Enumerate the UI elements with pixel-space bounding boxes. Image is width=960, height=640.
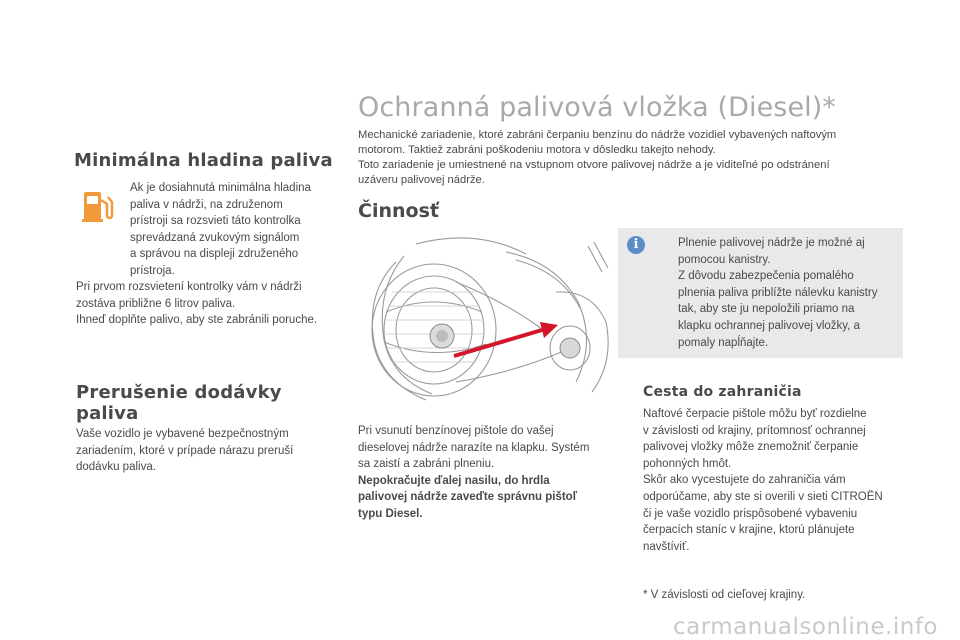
cutoff-line: dodávku paliva.	[76, 461, 156, 474]
operation-line: Pri vsunutí benzínovej pištole do vašej	[358, 425, 554, 437]
operation-line: dieselovej nádrže narazíte na klapku. Systém	[358, 441, 590, 454]
footnote: * V závislosti od cieľovej krajiny.	[643, 589, 806, 601]
min-level-follow-line: zostáva približne 6 litrov paliva.	[76, 297, 236, 310]
cutoff-heading	[76, 382, 282, 424]
abroad-line: v závislosti od krajiny, prítomnosť ochrannej	[643, 424, 866, 437]
min-level-follow-line: Ihneď doplňte palivo, aby ste zabránili poruche.	[76, 314, 318, 327]
cutoff-line: zariadením, ktoré v prípade nárazu preruší	[76, 444, 294, 457]
cutoff-heading-line: Prerušenie dodávky	[76, 382, 282, 403]
info-line: plnenia paliva priblížte nálevku kanistry	[678, 286, 878, 299]
info-line: tak, aby ste ju nepoložili priamo na	[678, 303, 855, 316]
abroad-heading: Cesta do zahraničia	[643, 384, 802, 400]
min-level-line: Ak je dosiahnutá minimálna hladina	[130, 182, 311, 194]
intro-text	[358, 128, 918, 188]
intro-line: Mechanické zariadenie, ktoré zabráni čerpaniu benzínu do nádrže vozidiel vybavených naftovým	[358, 129, 837, 141]
min-level-line: paliva v nádrži, na združenom	[130, 198, 283, 211]
info-icon: i	[627, 236, 645, 254]
min-level-heading: Minimálna hladina paliva	[74, 150, 333, 171]
operation-line: sa zaistí a zabráni plneniu.	[358, 458, 495, 471]
fuel-filler-illustration	[356, 232, 618, 408]
info-line: pomaly napĺňajte.	[678, 336, 769, 349]
info-line: pomocou kanistry.	[678, 253, 771, 266]
min-level-follow-line: Pri prvom rozsvietení kontrolky vám v nádrži	[76, 281, 302, 293]
min-level-line: prístroja.	[130, 264, 175, 277]
operation-warning-line: palivovej nádrže zaveďte správnu pištoľ	[358, 491, 578, 504]
info-line: klapku ochrannej palivovej vložky, a	[678, 319, 860, 332]
info-line: Z dôvodu zabezpečenia pomalého	[678, 270, 854, 283]
intro-line: motorom. Taktiež zabráni poškodeniu motora v dôsledku takejto nehody.	[358, 144, 716, 156]
abroad-line: či je vaše vozidlo prispôsobené vybaveniu	[643, 507, 858, 520]
operation-warning-line: typu Diesel.	[358, 507, 423, 520]
min-level-line: sprevádzaná zvukovým signálom	[130, 231, 300, 244]
watermark: carmanualsonline.info	[672, 614, 938, 640]
operation-warning-line: Nepokračujte ďalej nasilu, do hrdla	[358, 474, 550, 487]
intro-line: Toto zariadenie je umiestnené na vstupnom otvore palivovej nádrže a je viditeľné po odstránení	[358, 159, 830, 171]
info-box	[618, 228, 903, 358]
abroad-line: Skôr ako vycestujete do zahraničia vám	[643, 474, 846, 487]
cutoff-line: Vaše vozidlo je vybavené bezpečnostným	[76, 428, 289, 440]
min-level-text	[130, 180, 330, 280]
min-level-line: prístroji sa rozsvieti táto kontrolka	[130, 215, 301, 228]
fuel-pump-icon	[80, 186, 116, 226]
abroad-line: čerpacích staníc v krajine, ktorú plánujete	[643, 524, 855, 537]
abroad-text	[643, 406, 913, 555]
operation-heading: Činnosť	[358, 200, 439, 222]
intro-line: uzáveru palivovej nádrže.	[358, 174, 485, 186]
abroad-line: pohonných hmôt.	[643, 457, 732, 470]
abroad-line: navštíviť.	[643, 540, 690, 553]
page-title: Ochranná palivová vložka (Diesel)*	[358, 92, 837, 123]
min-level-follow-text	[76, 279, 346, 329]
abroad-line: palivovej vložky môže znemožniť čerpanie	[643, 441, 859, 454]
abroad-line: odporúčame, aby ste si overili v sieti CITROËN	[643, 490, 883, 503]
cutoff-text	[76, 426, 336, 476]
min-level-line: a správou na displeji združeného	[130, 248, 299, 261]
info-line: Plnenie palivovej nádrže je možné aj	[678, 237, 865, 249]
cutoff-heading-line: paliva	[76, 403, 139, 424]
operation-text	[358, 423, 618, 523]
abroad-line: Naftové čerpacie pištole môžu byť rozdielne	[643, 408, 867, 420]
